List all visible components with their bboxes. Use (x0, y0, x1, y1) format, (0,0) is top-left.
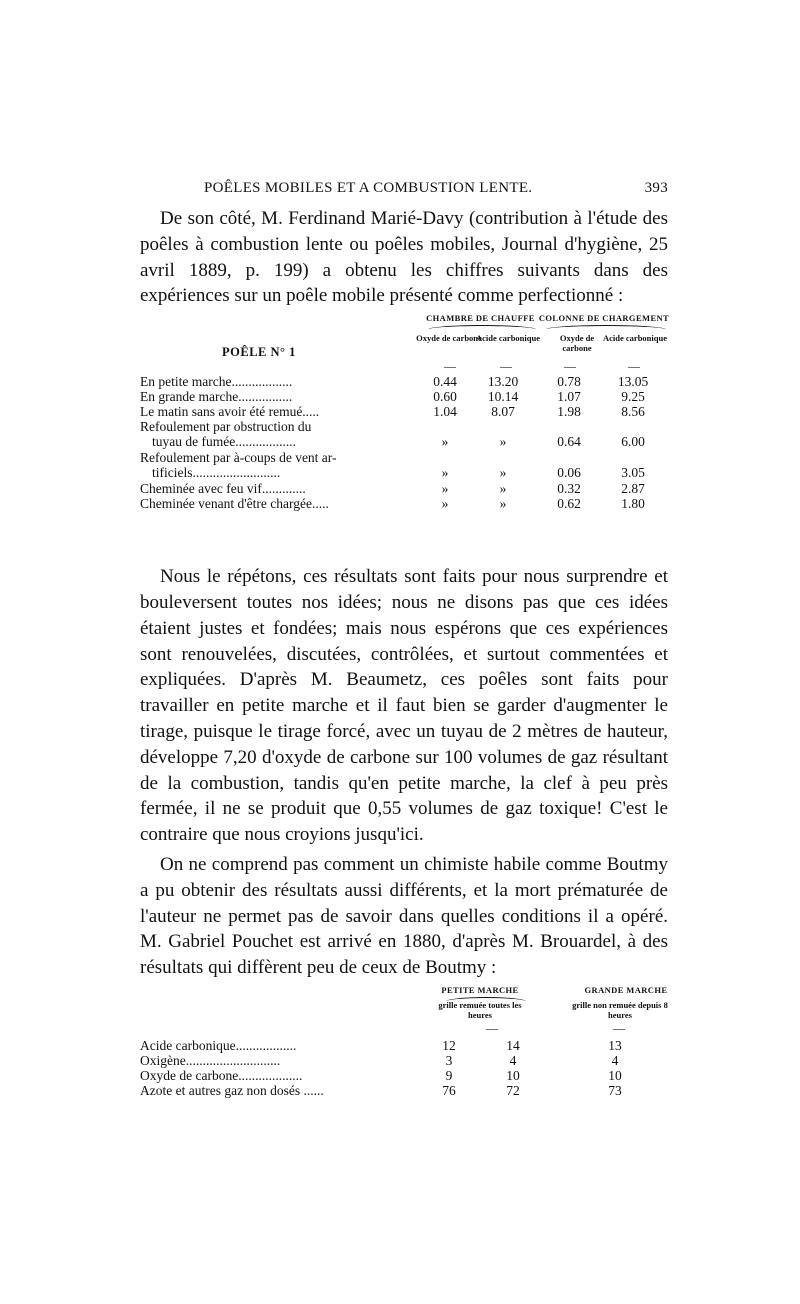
row-label: Refoulement par obstruction du (140, 419, 312, 435)
dash: — (444, 359, 456, 374)
group-header-colonne: COLONNE DE CHARGEMENT (538, 313, 670, 324)
row-label: Cheminée avec feu vif............. (140, 481, 306, 497)
cell: » (499, 465, 507, 481)
col-header-3: Oxyde de carbone (559, 333, 595, 354)
cell: 10.14 (487, 389, 519, 405)
col-header-1: Oxyde de carbone (416, 333, 482, 344)
cell: 1.04 (433, 404, 457, 420)
cell: » (441, 434, 449, 450)
table-row (140, 1054, 668, 1068)
table-row (140, 497, 668, 511)
cell: 14 (506, 1037, 520, 1053)
cell: 3 (445, 1052, 453, 1068)
cell: 13.20 (487, 374, 519, 390)
cell: » (499, 481, 507, 497)
table-row (140, 375, 668, 389)
group-header-petite: PETITE MARCHE (441, 984, 519, 995)
cell: 4 (611, 1052, 619, 1068)
paragraph-1: De son côté, M. Ferdinand Marié-Davy (contribution à l'étude des poêles à combustion lente ou poêles mobiles, Journal d'hygiène, 25 avril 1889, p. 199) a obtenu les chiffres suivants dans des expériences sur un poêle mobile présenté comme perfectionné : (140, 208, 668, 307)
table-row (140, 1069, 668, 1083)
cell: 0.62 (557, 496, 581, 512)
row-label: Acide carbonique.................. (140, 1037, 297, 1053)
pouchet-table (140, 985, 668, 1115)
cell: 1.98 (557, 404, 581, 420)
row-label: Le matin sans avoir été remué..... (140, 404, 320, 420)
cell: 0.44 (433, 374, 457, 390)
running-title: POÊLES MOBILES ET A COMBUSTION LENTE. (204, 180, 533, 196)
row-label: En grande marche................ (140, 389, 293, 405)
row-label: Refoulement par à-coups de vent ar- (140, 450, 337, 466)
cell: 3.05 (621, 465, 645, 481)
paragraph-3: On ne comprend pas comment un chimiste habile comme Boutmy a pu obtenir des résultats aussi différents, et la mort prématurée de l'auteur ne permet pas de savoir dans quelles conditions il a opéré. M. Gabriel Pouchet est arrivé en 1880, d'après M. Brouardel, à des résultats qui diffèrent peu de ceux de Boutmy : (140, 853, 668, 979)
cell: 10 (506, 1067, 520, 1083)
col-header-1: grille remuée toutes les heures (438, 999, 522, 1020)
group-header-chambre: CHAMBRE DE CHAUFFE (426, 313, 535, 324)
cell: 1.07 (557, 389, 581, 405)
cell: » (499, 434, 507, 450)
row-label: Azote et autres gaz non dosés ...... (140, 1082, 324, 1098)
col-header-4: Acide carbonique (603, 333, 667, 344)
table-row (140, 451, 668, 481)
row-label-continued: tuyau de fumée.................. (152, 434, 296, 450)
cell: 72 (506, 1082, 520, 1098)
row-label: Oxyde de carbone................... (140, 1067, 303, 1083)
cell: 0.32 (557, 481, 581, 497)
row-label: Oxigène............................ (140, 1052, 281, 1068)
cell: 9.25 (621, 389, 645, 405)
dash: — (613, 1020, 625, 1035)
paragraph-2: Nous le répétons, ces résultats sont faits pour nous surprendre et bouleversent toutes nos idées; nous ne disons pas que ces idées étaient justes et fondées; mais nous espérons que ces expériences sont renouvelées, discutées, contrôlées, et surtout commentées et expliquées. D'après M. Beaumetz, ces poêles sont faits pour travailler en petite marche et il faut bien se garder d'augmenter le tirage, puisque le tirage forcé, avec un tuyau de 2 mètres de hauteur, développe 7,20 d'oxyde de carbone sur 100 volumes de gaz résultant de la combustion, tandis qu'en petite marche, la clef à peu près fermée, il ne se produit que 0,55 volumes de gaz toxique! C'est le contraire que nous croyions jusqu'ici. (140, 566, 668, 846)
cell: 6.00 (621, 434, 645, 450)
cell: 1.80 (621, 496, 645, 512)
cell: 0.64 (557, 434, 581, 450)
table-row-header: POÊLE N° 1 (222, 345, 296, 360)
cell: 13.05 (617, 374, 649, 390)
cell: 13 (608, 1037, 622, 1053)
dash: — (564, 359, 576, 374)
table-row (140, 405, 668, 419)
row-label: Cheminée venant d'être chargée..... (140, 496, 329, 512)
cell: 10 (608, 1067, 622, 1083)
cell: » (441, 481, 449, 497)
running-header (140, 180, 668, 204)
cell: » (441, 465, 449, 481)
cell: 0.60 (433, 389, 457, 405)
table-row (140, 1084, 668, 1098)
row-label: En petite marche.................. (140, 374, 293, 390)
cell: 0.78 (557, 374, 581, 390)
cell: 8.56 (621, 404, 645, 420)
stove-table (140, 313, 668, 555)
cell: 12 (442, 1037, 456, 1053)
cell: » (499, 496, 507, 512)
dash: — (628, 359, 640, 374)
cell: 8.07 (491, 404, 515, 420)
table-row (140, 390, 668, 404)
cell: » (441, 496, 449, 512)
cell: 4 (509, 1052, 517, 1068)
cell: 76 (442, 1082, 456, 1098)
group-header-grande: GRANDE MARCHE (584, 984, 668, 995)
dash: — (500, 359, 512, 374)
table-row (140, 1039, 668, 1053)
col-header-2: Acide carbonique (476, 333, 540, 344)
table-row (140, 420, 668, 450)
cell: 2.87 (621, 481, 645, 497)
row-label-continued: tificiels.......................... (152, 465, 281, 481)
col-header-2: grille non remuée depuis 8 heures (572, 999, 668, 1020)
cell: 73 (608, 1082, 622, 1098)
cell: 9 (445, 1067, 453, 1083)
cell: 0.06 (557, 465, 581, 481)
dash: — (486, 1020, 498, 1035)
table-row (140, 482, 668, 496)
page (140, 180, 668, 1115)
page-number: 393 (644, 180, 668, 196)
